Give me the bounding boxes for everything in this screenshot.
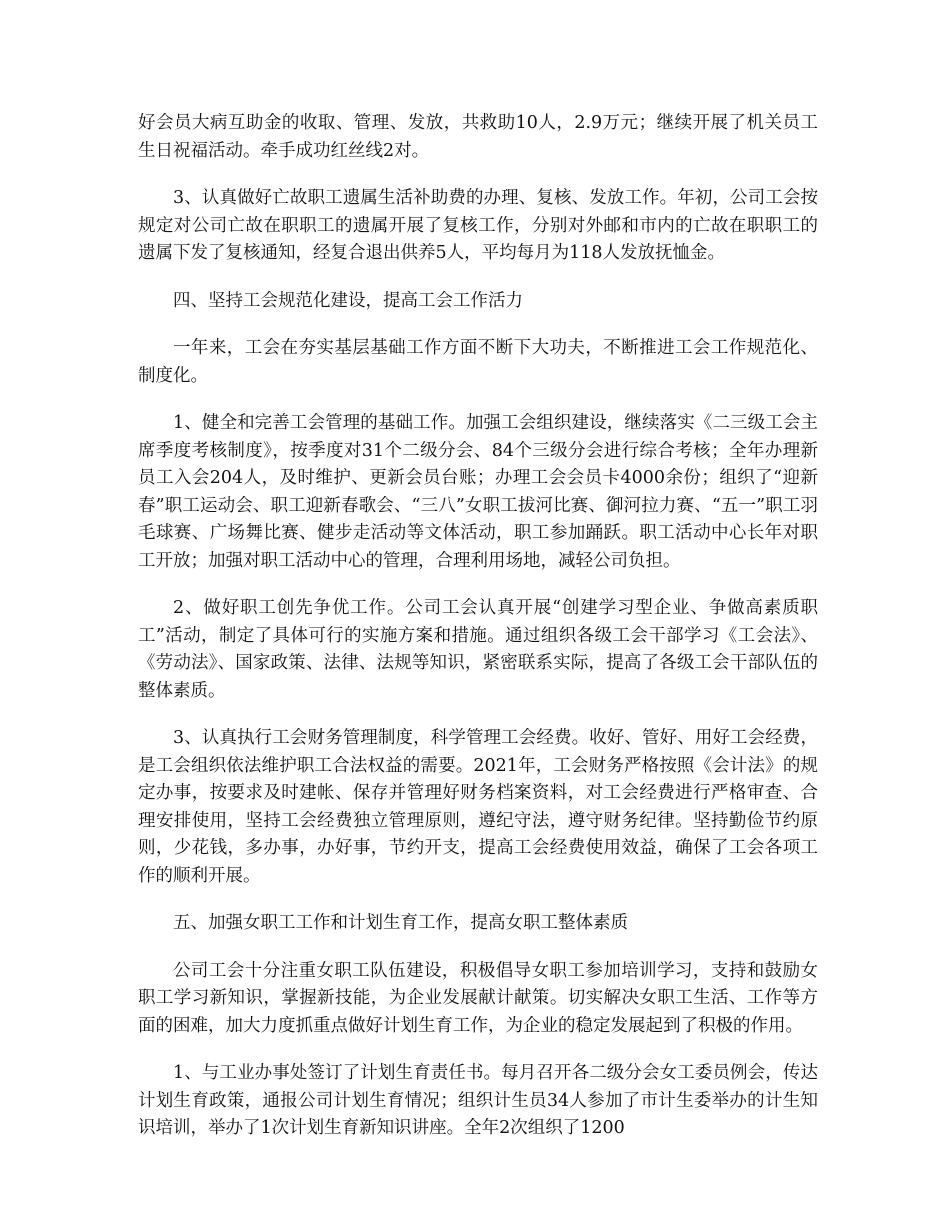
paragraph-standardization-intro: 一年来，工会在夯实基层基础工作方面不断下大功夫，不断推进工会工作规范化、制度化。 (138, 338, 818, 386)
paragraph-excellence: 2、做好职工创先争优工作。公司工会认真开展“创建学习型企业、争做高素质职工”活动，制定了具体可行的实施方案和措施。通过组织各级工会干部学习《工会法》、《劳动法》、国家政策、法律、法规等知识，紧密联系实际，提高了各级工会干部队伍的整体素质。 (138, 598, 818, 701)
paragraph-female-workers-intro: 公司工会十分注重女职工队伍建设，积极倡导女职工参加培训学习，支持和鼓励女职工学习新知识，掌握新技能，为企业发展献计献策。切实解决女职工生活、工作等方面的困难，加大力度抓重点做好计划生育工作，为企业的稳定发展起到了积极的作用。 (138, 960, 818, 1036)
section-heading-standardization: 四、坚持工会规范化建设，提高工会工作活力 (173, 290, 523, 311)
section-heading-female-workers: 五、加强女职工工作和计划生育工作，提高女职工整体素质 (173, 913, 628, 933)
paragraph-survivor-subsidy: 3、认真做好亡故职工遗属生活补助费的办理、复核、发放工作。年初，公司工会按规定对公司亡故在职职工的遗属开展了复核工作，分别对外邮和市内的亡故在职职工的遗属下发了复核通知，经复合退出供养5人，平均每月为118人发放抚恤金。 (138, 188, 818, 263)
paragraph-finance: 3、认真执行工会财务管理制度，科学管理工会经费。收好、管好、用好工会经费，是工会组织依法维护职工合法权益的需要。2021年，工会财务严格按照《会计法》的规定办事，按要求及时建帐、保存并管理好财务档案资料，对工会经费进行严格审查、合理安排使用，坚持工会经费独立管理原则，遵纪守法，遵守财务纪律。坚持勤俭节约原则，少花钱，多办事，办好事，节约开支，提高工会经费使用效益，确保了工会各项工作的顺利开展。 (138, 728, 818, 886)
paragraph-basic-management: 1、健全和完善工会管理的基础工作。加强工会组织建设，继续落实《二三级工会主席季度考核制度》，按季度对31个二级分会、84个三级分会进行综合考核；全年办理新员工入会204人，及时维护、更新会员台账；办理工会会员卡4000余份；组织了“迎新春”职工运动会、职工迎新春歌会、“三八”女职工拔河比赛、御河拉力赛、“五一”职工羽毛球赛、广场舞比赛、健步走活动等文体活动，职工参加踊跃。职工活动中心长年对职工开放；加强对职工活动中心的管理，合理利用场地，减轻公司负担。 (138, 413, 818, 571)
document-body (138, 110, 818, 1163)
paragraph-mutual-aid: 好会员大病互助金的收取、管理、发放，共救助10人，2.9万元；继续开展了机关员工生日祝福活动。牵手成功红丝线2对。 (138, 113, 818, 161)
paragraph-family-planning: 1、与工业办事处签订了计划生育责任书。每月召开各二级分会女工委员例会，传达计划生育政策，通报公司计划生育情况；组织计生员34人参加了市计生委举办的计生知识培训，举办了1次计划生育新知识讲座。全年2次组织了1200 (138, 1063, 818, 1138)
